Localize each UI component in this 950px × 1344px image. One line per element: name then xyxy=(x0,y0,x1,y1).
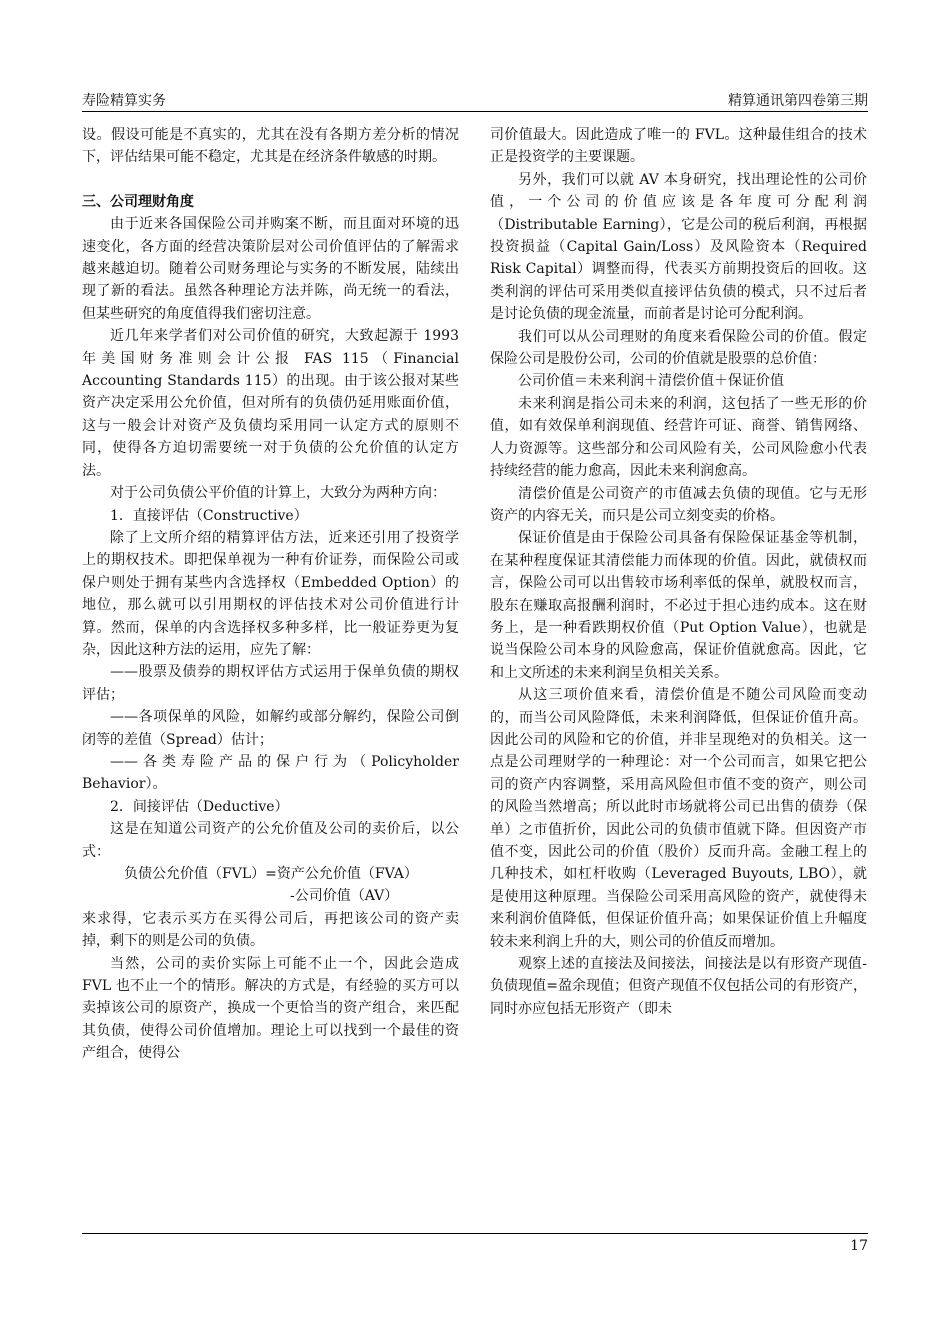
paragraph: 未来利润是指公司未来的利润，这包括了一些无形的价值，如有效保单利润现值、经营许可证、商誉、销售网络、人力资源等。这些部分和公司风险有关，公司风险愈小代表持续经营的能力愈高，因此未来利润愈高。 xyxy=(490,395,867,480)
paragraph: 近几年来学者们对公司价值的研究，大致起源于 1993 年美国财务准则会计公报 FAS 115（Financial Accounting Standards 115）的出现。由于该公报对某些资产决定采用公允价值，但对所有的负债仍延用账面价值，这与一般会计对资产及负债均采用同一认定方式的原则不同，使得各方迫切需要统一对于负债的公允价值的认定方法。 xyxy=(82,328,459,479)
formula-line: 负债公允价值（FVL）=资产公允价值（FVA） xyxy=(124,866,418,882)
paragraph: 从这三项价值来看，清偿价值是不随公司风险而变动的，而当公司风险降低，未来利润降低，但保证价值升高。因此公司的风险和它的价值，并非呈现绝对的负相关。这一点是公司理财学的一种理论：对一个公司而言，如果它把公司的资产内容调整，采用高风险但市值不变的资产，则公司的风险当然增高；所以此时市场就将公司已出售的债券（保单）之市值折价，因此公司的负债市值就下降。但因资产市值不变，因此公司的价值（股价）反而升高。金融工程上的几种技术，如杠杆收购（Leveraged Buyouts, LBO），就是使用这种原理。当保险公司采用高风险的资产，就使得未来利润价值降低，但保证价值升高；如果保证价值上升幅度较未来利润上升的大，则公司的价值反而增加。 xyxy=(490,687,867,950)
list-item: ——各项保单的风险，如解约或部分解约，保险公司倒闭等的差值（Spread）估计； xyxy=(82,709,459,748)
paragraph: 保证价值是由于保险公司具备有保险保证基金等机制，在某种程度保证其清偿能力而体现的价值。因此，就债权而言，保险公司可以出售较市场利率低的保单，就股权而言，股东在赚取高报酬利润时，不必过于担心违约成本。这在财务上，是一种看跌期权价值（Put Option Value），也就是说当保险公司本身的风险愈高，保证价值就愈高。因此，它和上文所述的未来利润呈负相关关系。 xyxy=(490,530,867,681)
paragraph: 司价值最大。因此造成了唯一的 FVL。这种最佳组合的技术正是投资学的主要课题。 xyxy=(490,127,867,166)
paragraph: 除了上文所介绍的精算评估方法，近来还引用了投资学上的期权技术。即把保单视为一种有价证券，而保险公司或保户则处于拥有某些内含选择权（Embedded Option）的地位，那么就可以引用期权的评估技术对公司价值进行计算。然而，保单的内含选择权多种多样，比一般证券更为复杂，因此这种方法的运用，应先了解： xyxy=(82,529,459,658)
page-number: 17 xyxy=(850,1238,868,1254)
paragraph: 我们可以从公司理财的角度来看保险公司的价值。假定保险公司是股份公司，公司的价值就是股票的总价值： xyxy=(490,328,867,368)
paragraph: 设。假设可能是不真实的，尤其在没有各期方差分析的情况下，评估结果可能不稳定，尤其是在经济条件敏感的时期。 xyxy=(82,127,459,166)
running-header xyxy=(82,92,868,110)
right-column xyxy=(490,124,867,1020)
paragraph: 这是在知道公司资产的公允价值及公司的卖价后，以公式： xyxy=(82,821,459,860)
list-item: ——各类寿险产品的保户行为（Policyholder Behavior）。 xyxy=(82,753,459,793)
paragraph: 清偿价值是公司资产的市值减去负债的现值。它与无形资产的内容无关，而只是公司立刻变卖的价格。 xyxy=(490,485,867,524)
list-item: ——股票及债券的期权评估方式运用于保单负债的期权评估； xyxy=(82,664,459,703)
paragraph: 当然，公司的卖价实际上可能不止一个，因此会造成 FVL 也不止一个的情形。解决的方式是，有经验的买方可以卖掉该公司的原资产，换成一个更恰当的资产组合，来匹配其负债，使得公司价值增加。理论上可以找到一个最佳的资产组合，使得公 xyxy=(82,955,459,1062)
header-issue-title: 精算通讯第四卷第三期 xyxy=(728,93,868,109)
formula-line: -公司价值（AV） xyxy=(290,888,399,905)
formula-line: 公司价值＝未来利润＋清偿价值＋保证价值 xyxy=(518,373,784,390)
paragraph: 来求得，它表示买方在买得公司后，再把该公司的资产卖掉，剩下的则是公司的负债。 xyxy=(82,910,459,950)
paragraph: 观察上述的直接法及间接法，间接法是以有形资产现值-负债现值=盈余现值；但资产现值不仅包括公司的有形资产，同时亦应包括无形资产（即未 xyxy=(490,956,867,1017)
paragraph: 对于公司负债公平价值的计算上，大致分为两种方向： xyxy=(110,485,446,502)
left-column xyxy=(82,124,459,1065)
footer-rule xyxy=(82,1233,868,1234)
paragraph: 另外，我们可以就 AV 本身研究，找出理论性的公司价值，一个公司的价值应该是各年度可分配利润（Distributable Earning），它是公司的税后利润，再根据投资损益（Capital Gain/Loss）及风险资本（Required Risk Capital）调整而得，代表买方前期投资后的回收。这类利润的评估可采用类似直接评估负债的模式，只不过后者是讨论负债的现金流量，而前者是讨论可分配利润。 xyxy=(490,171,867,323)
header-journal-section: 寿险精算实务 xyxy=(82,93,166,109)
subsection-heading: 1．直接评估（Constructive） xyxy=(110,507,308,524)
section-heading: 三、公司理财角度 xyxy=(82,193,194,210)
paragraph: 由于近来各国保险公司并购案不断，而且面对环境的迅速变化，各方面的经营决策阶层对公司价值评估的了解需求越来越迫切。随着公司财务理论与实务的不断发展，陆续出现了新的看法。虽然各种理论方法并陈，尚无统一的看法，但某些研究的角度值得我们密切注意。 xyxy=(82,216,459,322)
header-rule xyxy=(82,111,868,112)
subsection-heading: 2．间接评估（Deductive） xyxy=(110,798,289,815)
